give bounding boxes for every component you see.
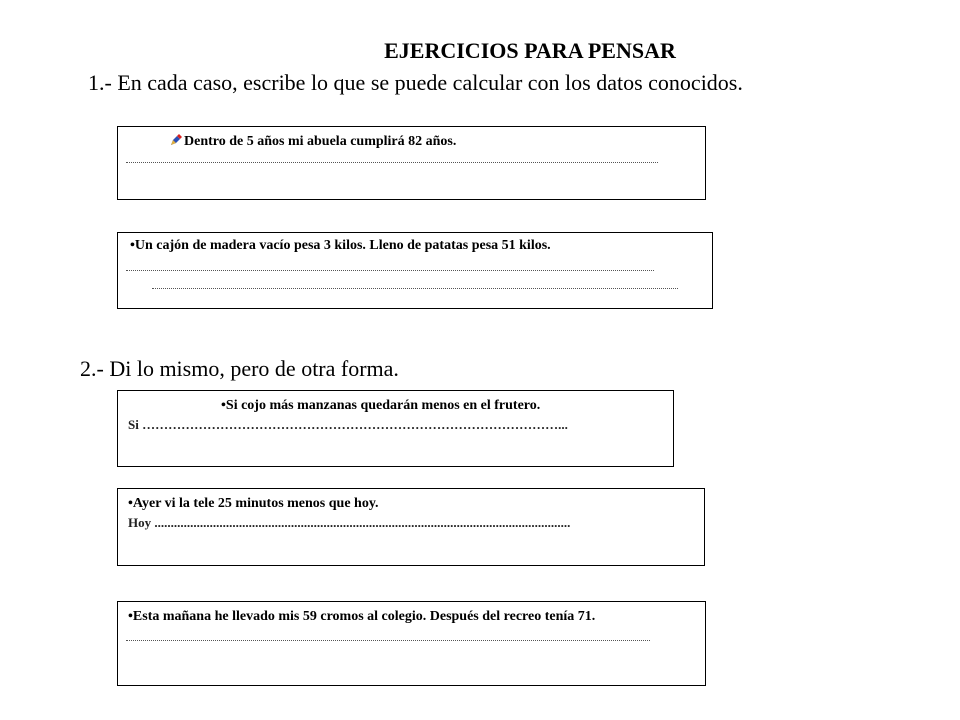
exercise-2-statement: Un cajón de madera vacío pesa 3 kilos. Lleno de patatas pesa 51 kilos. [134, 238, 551, 253]
page-title: EJERCICIOS PARA PENSAR [384, 38, 676, 63]
exercise-box-5 [117, 601, 706, 686]
exercise-box-3 [117, 390, 674, 467]
exercise-box-1 [117, 126, 706, 200]
exercise-5-statement: Esta mañana he llevado mis 59 cromos al colegio. Después del recreo tenía 71. [132, 609, 596, 624]
section2-heading: 2.- Di lo mismo, pero de otra forma. [80, 356, 399, 381]
section1-heading: 1.- En cada caso, escribe lo que se puede calcular con los datos conocidos. [88, 70, 743, 95]
bullet-icon: • [130, 238, 135, 253]
pencil-icon [170, 134, 182, 151]
answer-line-5[interactable] [126, 630, 650, 641]
bullet-icon: • [128, 609, 133, 624]
answer-line-1[interactable] [126, 152, 658, 163]
exercise-box-4 [117, 488, 705, 566]
answer-line-4[interactable]: Hoy ................................................................................................................................ [128, 515, 571, 530]
answer-line-2b[interactable] [152, 278, 678, 289]
exercise-3-statement: Si cojo más manzanas quedarán menos en el frutero. [225, 398, 541, 413]
exercise-4-statement: Ayer vi la tele 25 minutos menos que hoy. [132, 496, 379, 511]
answer-line-3[interactable]: Si ……………………………………………………………………………………... [128, 417, 568, 432]
bullet-icon: • [221, 398, 226, 413]
answer-line-2a[interactable] [126, 260, 654, 271]
bullet-icon: • [128, 496, 133, 511]
exercise-1-statement: Dentro de 5 años mi abuela cumplirá 82 años. [184, 134, 457, 149]
exercise-box-2 [117, 232, 713, 309]
